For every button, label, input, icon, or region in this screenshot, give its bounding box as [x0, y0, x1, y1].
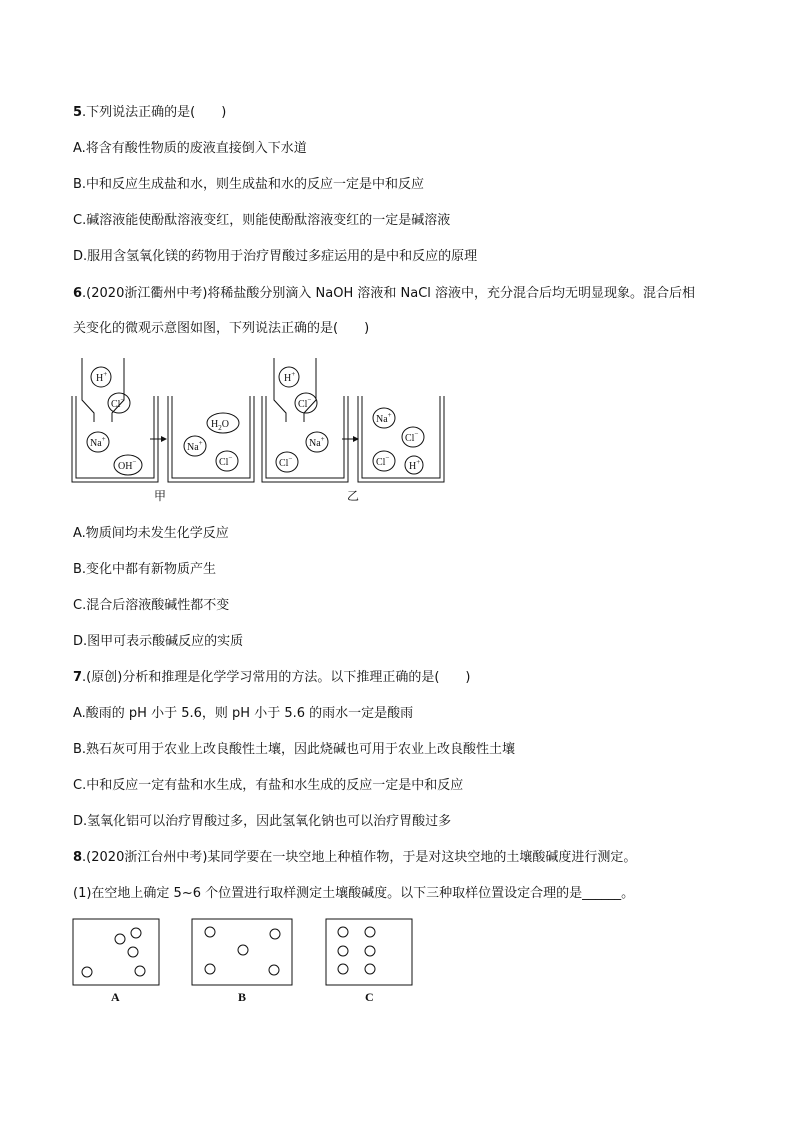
q7-number: 7 [73, 670, 83, 685]
dropper-1 [82, 358, 94, 422]
ion-cl-5-label: Cl− [405, 430, 419, 444]
beaker-2 [168, 396, 254, 482]
ion-h-3-label: H+ [409, 458, 421, 472]
q6-option-a: A.物质间均未发生化学反应 [73, 526, 229, 541]
sample-point [338, 964, 348, 974]
sample-point [205, 964, 215, 974]
q7-option-c: C.中和反应一定有盐和水生成，有盐和水生成的反应一定是中和反应 [73, 778, 464, 793]
figure-label-yi: 乙 [347, 489, 360, 503]
figure-label-jia: 甲 [154, 489, 167, 503]
q5-option-a: A.将含有酸性物质的废液直接倒入下水道 [73, 141, 307, 156]
ion-h-1-label: H+ [96, 370, 108, 384]
plot-c-label: C [365, 990, 374, 1004]
q8-number: 8 [73, 850, 83, 865]
q6-number: 6 [73, 286, 83, 301]
q7-option-d: D.氢氧化铝可以治疗胃酸过多，因此氢氧化钠也可以治疗胃酸过多 [73, 814, 452, 829]
ion-cl-3-label: Cl− [298, 396, 312, 410]
sample-point [128, 947, 138, 957]
q6-stem-text: .(2020浙江衢州中考)将稀盐酸分别滴入 NaOH 溶液和 NaCl 溶液中，充分混合后均无明显现象。混合后相 [82, 286, 696, 301]
sample-point [82, 967, 92, 977]
q6-option-b: B.变化中都有新物质产生 [73, 562, 217, 577]
plot-a-label: A [111, 990, 120, 1004]
ion-cl-4-label: Cl− [279, 455, 293, 469]
sample-point [365, 927, 375, 937]
ion-na-3-label: Na+ [309, 435, 325, 449]
ion-cl-2-label: Cl− [219, 454, 233, 468]
ion-cl-1-label: Cl− [111, 396, 125, 410]
sample-point [338, 927, 348, 937]
dropper-2 [274, 358, 286, 422]
q8-sub1: (1)在空地上确定 5~6 个位置进行取样测定土壤酸碱度。以下三种取样位置设定合理的是______。 [73, 886, 635, 901]
sample-point [131, 928, 141, 938]
sample-point [135, 966, 145, 976]
sample-point [365, 946, 375, 956]
sample-point [238, 945, 248, 955]
q5-option-b: B.中和反应生成盐和水，则生成盐和水的反应一定是中和反应 [73, 177, 425, 192]
q8-stem-text: .(2020浙江台州中考)某同学要在一块空地上种植作物，于是对这块空地的土壤酸碱度进行测定。 [82, 850, 637, 865]
sample-point [205, 927, 215, 937]
ion-cl-6-label: Cl− [376, 454, 390, 468]
q5-option-c: C.碱溶液能使酚酞溶液变红，则能使酚酞溶液变红的一定是碱溶液 [73, 213, 451, 228]
plot-a [73, 919, 159, 985]
q6-micro-diagram [66, 358, 446, 508]
q5-stem [73, 104, 226, 122]
sample-point [269, 965, 279, 975]
q7-stem-text: .(原创)分析和推理是化学学习常用的方法。以下推理正确的是( ) [82, 670, 471, 685]
ion-h-2-label: H+ [284, 370, 296, 384]
q6-option-d: D.图甲可表示酸碱反应的实质 [73, 634, 244, 649]
beaker-4 [358, 396, 444, 482]
molecule-h2o-label: $H_2O$ [211, 419, 229, 432]
q7-option-b: B.熟石灰可用于农业上改良酸性土壤，因此烧碱也可用于农业上改良酸性土壤 [73, 742, 516, 757]
q6-option-c: C.混合后溶液酸碱性都不变 [73, 598, 230, 613]
sample-point [338, 946, 348, 956]
sample-point [365, 964, 375, 974]
sample-point [115, 934, 125, 944]
ion-na-2-label: Na+ [187, 439, 203, 453]
q8-stem [73, 849, 636, 867]
q7-stem [73, 669, 470, 687]
ion-na-4-label: Na+ [376, 411, 392, 425]
q5-option-d: D.服用含氢氧化镁的药物用于治疗胃酸过多症运用的是中和反应的原理 [73, 249, 478, 264]
ion-na-1-label: Na+ [90, 435, 106, 449]
q5-stem-text: .下列说法正确的是( ) [82, 105, 227, 120]
plot-b-label: B [238, 990, 247, 1004]
q6-stem-line1 [73, 285, 695, 303]
q5-number: 5 [73, 105, 83, 120]
sample-point [270, 929, 280, 939]
q7-option-a: A.酸雨的 pH 小于 5.6，则 pH 小于 5.6 的雨水一定是酸雨 [73, 706, 414, 721]
q6-stem-line2: 关变化的微观示意图如图，下列说法正确的是( ) [73, 321, 370, 336]
q8-plots-figure [72, 918, 422, 1008]
ion-oh-1-label: OH− [118, 458, 137, 472]
